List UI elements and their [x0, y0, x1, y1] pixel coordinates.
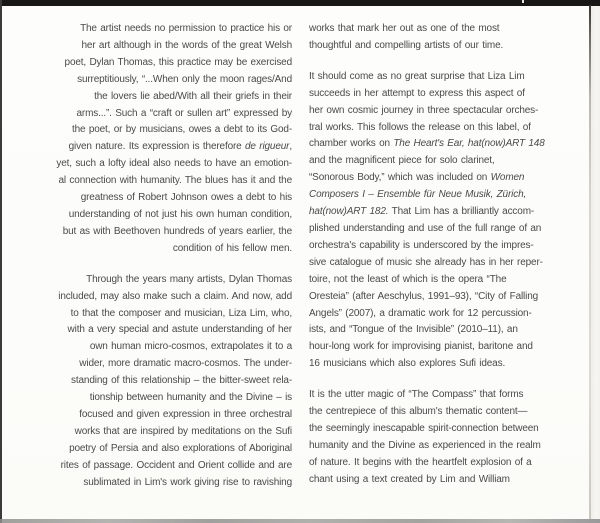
text-line: “Sonorous Body,” which was included on Women	[309, 172, 525, 184]
text-line: succeeds in her attempt to express this aspect of	[309, 87, 525, 99]
text-line: thoughtful and compelling artists of our time.	[309, 39, 504, 51]
text-line: It is the utter magic of “The Compass” that forms	[309, 389, 524, 401]
text-line: plished understanding and use of the full range of an	[309, 222, 542, 234]
text-line: 16 musicians which also explores Sufi ideas.	[309, 358, 506, 370]
text-line: toire, not the least of which is the opera “The	[309, 273, 507, 285]
text-line: and the magnificent piece for solo clarinet,	[309, 155, 495, 167]
text-line: tral works. This follows the release on this label, of	[309, 121, 531, 133]
text-line: It should come as no great surprise that Liza Lim	[309, 70, 525, 82]
scan-left-page-edge	[0, 0, 2, 523]
text-line: given nature. Its expression is therefore de rigueur,	[68, 141, 292, 153]
text-line: works that are inspired by meditations on the Sufi	[74, 425, 292, 437]
text-line: of nature. It begins with the heartfelt explosion of a	[309, 456, 532, 468]
text-line: sive catalogue of music she already has in her reper-	[309, 256, 543, 268]
text-line: with a very special and astute understanding of her	[67, 324, 292, 336]
text-line: poet, Dylan Thomas, this practice may be exercised	[64, 56, 292, 68]
text-line: humanity and the Divine as experienced in the realm	[309, 439, 541, 451]
text-line: rites of passage. Occident and Orient collide and are	[60, 459, 292, 471]
text-line: surreptitiously, “...When only the moon rages/And	[77, 73, 292, 85]
text-line: poetry of Persia and also explorations of Aboriginal	[69, 442, 292, 454]
left-text-column	[30, 21, 292, 491]
text-line: understanding of not just his own human condition,	[68, 208, 292, 220]
text-line: hat(now)ART 182. That Lim has a brilliantly accom-	[309, 206, 535, 218]
text-line: hour-long work for improvising pianist, baritone and	[309, 341, 533, 353]
text-line: The artist needs no permission to practice his or	[80, 23, 292, 34]
scan-artifact-notch	[522, 0, 524, 3]
text-line: Through the years many artists, Dylan Thomas	[86, 273, 292, 285]
scan-right-gutter	[591, 6, 600, 519]
paragraph	[309, 387, 591, 488]
text-line: yet, such a lofty ideal also needs to have an emotion-	[56, 158, 292, 170]
scan-top-black-bar	[0, 0, 600, 6]
text-line: her art although in the words of the great Welsh	[81, 39, 292, 51]
text-line: the centrepiece of this album's thematic content—	[309, 406, 528, 418]
text-line: sublimated in Lim's work giving rise to ravishing	[83, 476, 292, 488]
right-text-column	[309, 21, 591, 489]
text-line: chamber works on The Heart's Ear, hat(now)ART 148	[309, 138, 545, 150]
text-line: chant using a text created by Lim and William	[309, 473, 510, 485]
text-line: included, may also make such a claim. And now, add	[58, 290, 292, 302]
text-line: Angels” (2007), a dramatic work for 12 percussion-	[309, 307, 532, 319]
text-line: greatness of Robert Johnson owes a debt to his	[80, 192, 292, 204]
text-line: the poet, or by musicians, owes a debt to its God-	[71, 124, 292, 136]
text-line: orchestra's capability is underscored by the impres-	[309, 239, 534, 251]
paragraph	[309, 69, 591, 373]
text-line: al connection with humanity. The blues has it and the	[58, 175, 292, 187]
text-line: own human micro-cosmos, extrapolates it to a	[89, 341, 292, 353]
scan-bottom-black-bar	[0, 519, 600, 523]
text-line: arms...”. Such a “craft or sullen art” expressed by	[76, 107, 292, 119]
paragraph	[309, 21, 591, 55]
paragraph	[30, 21, 292, 258]
text-line: Oresteia” (after Aeschylus, 1991–93), “City of Falling	[309, 290, 539, 302]
text-line: standing of this relationship – the bitter-sweet rela-	[71, 375, 292, 387]
text-line: but as with Beethoven hundreds of years earlier, the	[62, 225, 292, 237]
text-line: wider, more dramatic macro-cosmos. The under-	[79, 358, 292, 370]
text-line: focused and given expression in three orchestral	[79, 408, 292, 420]
paragraph	[30, 272, 292, 492]
text-line: her own cosmic journey in three spectacular orches-	[309, 104, 539, 116]
text-line: condition of his fellow men.	[172, 242, 292, 254]
text-line: the seemingly inescapable spirit-connection between	[309, 422, 539, 434]
text-line: works that mark her out as one of the most	[309, 23, 500, 34]
text-line: the lovers lie abed/With all their griefs in their	[94, 90, 292, 102]
text-line: tionship between humanity and the Divine – is	[89, 392, 292, 404]
text-line: Composers I – Ensemble für Neue Musik, Zürich,	[309, 189, 527, 201]
text-line: ists, and “Tongue of the Invisible” (2010–11), an	[309, 324, 518, 336]
text-line: to that the composer and musician, Liza Lim, who,	[70, 307, 292, 319]
